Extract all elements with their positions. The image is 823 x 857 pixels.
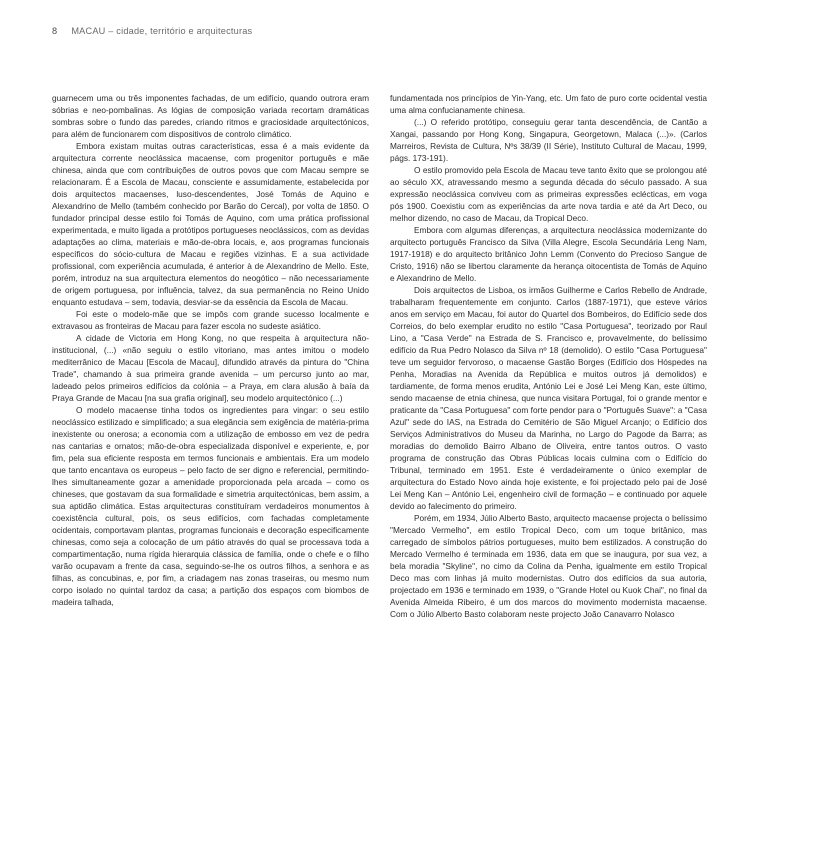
- page-number: 8: [52, 26, 58, 36]
- paragraph: Porém, em 1934, Júlio Alberto Basto, arquitecto macaense projecta o belíssimo "Mercado Vermelho", em estilo Tropical Deco, com um toque britânico, mas carregado de símbolos pátrios portugueses, muito bem estilizados. A construção do Mercado Vermelho é terminada em 1936, data em que se inaugura, por sua vez, a bela moradia "Skyline", no cimo da Colina da Penha, igualmente em estilo Tropical Deco mas com linhas já muito modernistas. Outro dos edifícios da sua autoria, projectado em 1936 e terminado em 1939, o "Grande Hotel ou Kuok Chai", no final da Avenida Almeida Ribeiro, é um dos marcos do movimento modernista macaense. Com o Júlio Alberto Basto colaboram neste projecto João Canavarro Nolasco: [390, 513, 707, 619]
- paragraph: O estilo promovido pela Escola de Macau teve tanto êxito que se prolongou até ao século XX, atravessando mesmo a segunda década do século passado. A sua expressão neoclássica conviveu com as primeiras expressões eclécticas, em voga pós 1900. Coexistiu com as experiências da arte nova tardia e até da Art Deco, ou melhor dizendo, no caso de Macau, da Tropical Deco.: [390, 165, 707, 223]
- paragraph: fundamentada nos princípios de Yin-Yang, etc. Um fato de puro corte ocidental vestia uma alma confucianamente chinesa.: [390, 93, 707, 115]
- paragraph: Embora com algumas diferenças, a arquitectura neoclássica modernizante do arquitecto português Francisco da Silva (Villa Alegre, Escola Secundária Leng Nam, 1917-1918) e do arquitecto britânico John Lemm (Convento do Precioso Sangue de Cristo, 1916) não se libertou claramente da herança oitocentista de Tomás de Aquino e Alexandrino de Mello.: [390, 225, 707, 283]
- paragraph: Embora existam muitas outras características, essa é a mais evidente da arquitectura corrente neoclássica macaense, com progenitor português e mãe chinesa, ainda que com contribuições de outros povos que com Macau sempre se relacionaram. É a Escola de Macau, consciente e assumidamente, estabelecida por dois arquitectos macaenses, luso-descendentes, José Tomás de Aquino e Alexandrino de Mello (também conhecido por Barão do Cercal), por volta de 1850. O fundador principal desse estilo foi Tomás de Aquino, com uma prática profissional experimentada, e muito ligada a protótipos portugueses neoclássicos, com as devidas adaptações ao clima, materiais e mão-de-obra locais, e, aos programas funcionais específicos do sócio-cultura de Macau e regiões vizinhas. E a sua actividade profissional, com experiência acumulada, é anterior à de Alexandrino de Mello. Este, porém, introduz na sua arquitectura elementos do neogótico – não necessariamente de origem portuguesa, por influência, talvez, da sua permanência no Reino Unido enquanto estudava – sem, todavia, desviar-se da essência da Escola de Macau.: [52, 141, 369, 307]
- paragraph: A cidade de Victoria em Hong Kong, no que respeita à arquitectura não-institucional, (...) «não seguiu o estilo vitoriano, mas antes imitou o modelo mediterrânico de Macau [Escola de Macau], difundido através da pintura do "China Trade", chamando à sua primeira grande avenida – um percurso junto ao mar, ladeado pelos primeiros edifícios da colónia – a Praya, em clara alusão à baía da Praya Grande de Macau [na sua grafia original], seu modelo arquitectónico (...): [52, 333, 369, 403]
- paragraph: O modelo macaense tinha todos os ingredientes para vingar: o seu estilo neoclássico estilizado e simplificado; a sua elegância sem exigência de matéria-prima inexistente ou onerosa; a economia com a utilização de embosso em vez de pedra nas cantarias e ornatos; mão-de-obra especializada disponível e experiente, e, por fim, pela sua eficiente resposta em termos funcionais e ambientais. Era um modelo que tanto encantava os europeus – pelo facto de ser digno e referencial, permitindo-lhes simultaneamente gozar a amenidade proporcionada pela arcada – como os chineses, que gostavam da sua formalidade e simetria arquitectónicas, bem assim, a sua aptidão climática. Estas arquitecturas constituíram verdadeiros monumentos à coexistência cultural, pois, os seus edifícios, com fachadas completamente ocidentais, comportavam plantas, programas funcionais e decoração especificamente chinesas, como seja a colocação de um pátio através do qual se processava toda a compartimentação, numa rígida hierarquia clássica de família, onde o chefe e o filho varão ocupavam a frente da casa, seguindo-se-lhe os outros filhos, a senhora e as filhas, as concubinas, e, por fim, a criadagem nas zonas traseiras, ou mesmo num corpo isolado no quintal tardoz da casa; a partição dos espaços com biombos de madeira talhada,: [52, 405, 369, 607]
- paragraph: Dois arquitectos de Lisboa, os irmãos Guilherme e Carlos Rebello de Andrade, trabalharam frequentemente em conjunto. Carlos (1887-1971), que esteve vários anos em serviço em Macau, foi autor do Quartel dos Bombeiros, do Edifício sede dos Correios, do belo exemplar erudito no estilo "Casa Portuguesa", teorizado por Raul Lino, a "Casa Verde" na Estrada de S. Francisco e, provavelmente, do belíssimo edifício da Rua Pedro Nolasco da Silva nº 18 (demolido). O estilo "Casa Portuguesa" teve um seguidor fervoroso, o macaense Gastão Borges (Edifício dos Hóspedes na Penha, Moradias na Avenida da República e muitos outros já demolidos) e tardiamente, de forma menos erudita, António Lei e José Lei Meng Kan, este último, sendo macaense de etnia chinesa, que nunca visitara Portugal, foi o grande mentor e praticante da "Casa Portuguesa" com forte pendor para o "Português Suave": a "Casa Azul" sede do IAS, na Estrada do Cemitério de São Miguel Arcanjo; o Edifício dos Serviços Administrativos do Museu da Marinha, no Largo do Pagode da Barra; as moradias do demolido Bairro Albano de Oliveira, entre tantos outros. O vasto programa de construção das Obras Públicas locais culmina com o Edifício do Tribunal, terminado em 1951. Este é verdadeiramente o único exemplar de arquitectura do Estado Novo ainda hoje existente, e foi projectado pelo pai de José Lei Meng Kan – António Lei, engenheiro civil de formação – e continuado por aquele devido ao falecimento do primeiro.: [390, 285, 707, 511]
- paragraph: (...) O referido protótipo, conseguiu gerar tanta descendência, de Cantão a Xangai, passando por Hong Kong, Singapura, Georgetown, Malaca (...)». (Carlos Marreiros, Revista de Cultura, Nºs 38/39 (II Série), Instituto Cultural de Macau, 1999, págs. 173-191).: [390, 117, 707, 163]
- right-column: [390, 92, 707, 620]
- left-column: [52, 92, 369, 608]
- paragraph: guarnecem uma ou três imponentes fachadas, de um edifício, quando outrora eram sóbrias e neo-pombalinas. As lógias de composição variada recortam dramáticas sombras sobre o fundo das paredes, criando ritmos e graciosidade arquitectónicos, para além de funcionarem com dispositivos de controlo climático.: [52, 93, 369, 139]
- running-header: [52, 26, 252, 36]
- paragraph: Foi este o modelo-mãe que se impôs com grande sucesso localmente e extravasou as fronteiras de Macau para fazer escola no sudeste asiático.: [52, 309, 369, 331]
- running-title: MACAU – cidade, território e arquitecturas: [71, 26, 253, 36]
